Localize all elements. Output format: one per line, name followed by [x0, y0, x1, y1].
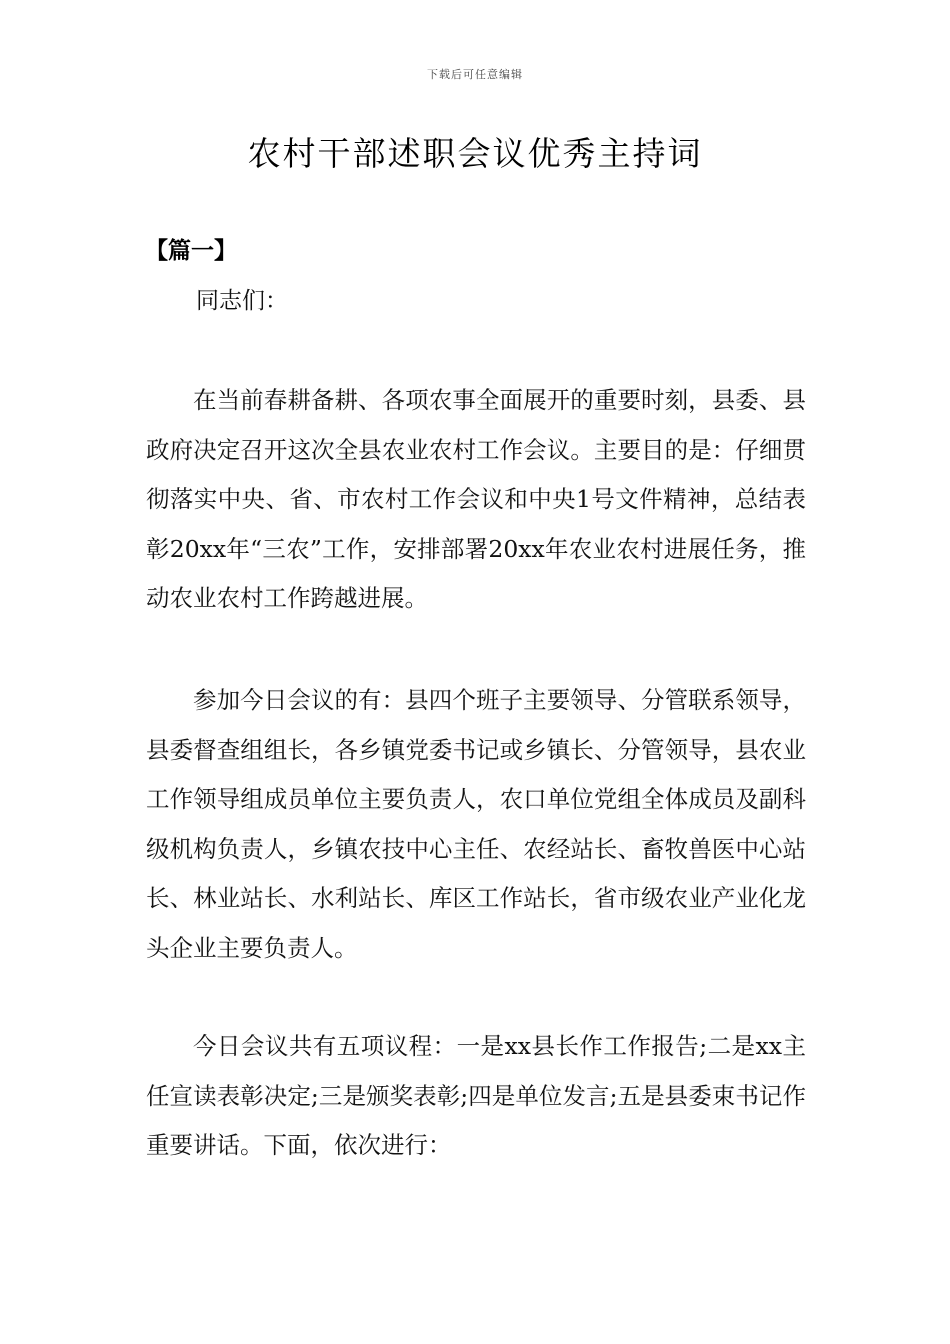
- section-label: 【篇一】: [145, 237, 237, 264]
- document-title: 农村干部述职会议优秀主持词: [247, 134, 703, 173]
- paragraph-meeting-purpose: 在当前春耕备耕、各项农事全面展开的重要时刻，县委、县政府决定召开这次全县农业农村工作会议。主要目的是：仔细贯彻落实中央、省、市农村工作会议和中央1号文件精神，总结表彰20xx年“三农”工作，安排部署20xx年农业农村进展任务，推动农业农村工作跨越进展。: [146, 386, 806, 612]
- paragraph-attendees: 参加今日会议的有：县四个班子主要领导、分管联系领导，县委督查组组长，各乡镇党委书记或乡镇长、分管领导，县农业工作领导组成员单位主要负责人，农口单位党组全体成员及副科级机构负责人，乡镇农技中心主任、农经站长、畜牧兽医中心站长、林业站长、水利站长、库区工作站长，省市级农业产业化龙头企业主要负责人。: [146, 686, 806, 962]
- paragraph-agenda: 今日会议共有五项议程：一是xx县长作工作报告;二是xx主任宣读表彰决定;三是颁奖表彰;四是单位发言;五是县委束书记作重要讲话。下面，依次进行：: [146, 1032, 806, 1159]
- header-note: 下载后可任意编辑: [427, 68, 523, 81]
- greeting-line: 同志们：: [196, 288, 288, 314]
